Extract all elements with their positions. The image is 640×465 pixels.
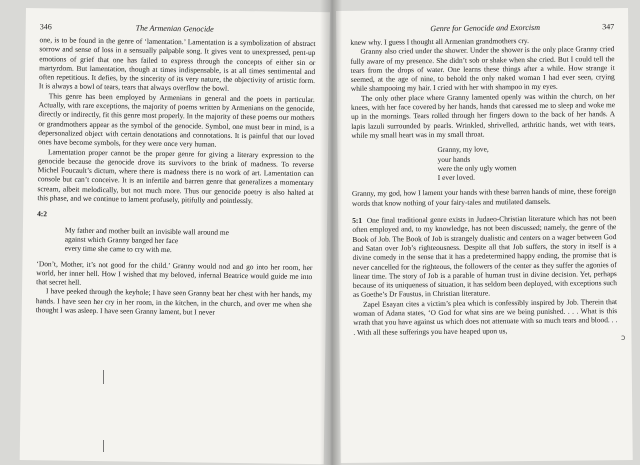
paragraph: This genre has been employed by Armenians in general and the poets in particular. Actually, with rare exceptions, the majority of poems written by Armenians on the genocide, directly or indirectly, fit this genre most properly. In the majority of these poems our mothers or grandmothers appear as the symbol of the genocide. Symbol, one must bear in mind, is a depersonalized object with certain denotations and connotations. It is painful that our loved ones have become symbols, for they were once very human. xyxy=(38,91,315,149)
paragraph: ‘Don’t, Mother, it’s not good for the child.’ Granny would nod and go into her room, her world, her inner hell. How I wished that my beloved, infernal Beatrice would guide me into that secret hell. xyxy=(36,258,313,287)
right-page-body xyxy=(336,35,631,337)
pencil-margin-tick xyxy=(103,440,104,452)
paragraph: The only other place where Granny lamented openly was within the church, on her knees, with her face covered by her hands, hands that caressed me to sleep and woke me up in the mornings. Tears rolled through her fingers down to the back of her hands. A lapis lazuli surrounded by pearls. Wrinkled, shrivelled, arthritic hands, wet with tears, while my small heart was in my small throat. xyxy=(350,90,616,140)
poem-line: were the only ugly women xyxy=(437,163,517,173)
section-heading: 5:1 xyxy=(352,215,363,225)
poem-line: every time she came to cry with me. xyxy=(64,243,172,255)
section-text: One final traditional genre exists in Judaeo-Christian literature which has not been often employed and, to my knowledge, has not been discussed; namely, the genre of the Book of Job. The Book of Job is strangely dualistic and centers on a wager between God and Satan over Job’s righteousness. Despite all that Job suffers, the story in itself is a divine comedy in the sense that it has a predetermined happy ending, the promise that is never cancelled for the righteous, the followers of the center as they suffer the agonies of linear time. The story of Job is a parable of human trust in divine decision. Yet, perhaps because of its uniqueness of situation, it has seldom been deployed, with exceptions such as Goethe’s Dr Faustus, in Christian literature. xyxy=(352,213,617,300)
paragraph: Zapel Esayan cites a victim’s plea which is confessibly inspired by Job. Therein that woman of Adana states, ‘O God for what sins are we being punished. . . . What is this wrath that you have against us which does not attenuate with so much tears and blood. . . . With all these sufferings you have heaped upon us, xyxy=(353,296,618,337)
poem-line: your hands xyxy=(437,154,471,164)
right-running-title: Genre for Genocide and Exorcism xyxy=(430,22,541,34)
book-gutter-shadow xyxy=(320,0,342,465)
poem-line: Granny, my love, xyxy=(437,144,489,155)
paragraph: one, is to be found in the genre of ‘lamentation.’ Lamentation is a symbolization of abstract sorrow and sense of loss in a sensually palpable song. It gives vent to unexpressed, pent-up emotions of grief that one has failed to express through the concepts of either sin or martyrdom. But lamentation, though at times indispensable, is at all times sentimental and often repetitious. It defies, by the sincerity of its very nature, the objectivity of artistic form. It is always a bowl of tears, tears that always overflow the bowl. xyxy=(38,35,316,94)
poem-line: I ever loved. xyxy=(437,172,475,183)
paragraph: knew why. I guess I thought all Armenian grandmothers cry. xyxy=(350,36,530,47)
pencil-margin-tick xyxy=(103,370,104,384)
left-page-body xyxy=(22,35,330,319)
section-paragraph xyxy=(352,213,617,299)
poem xyxy=(65,225,313,256)
left-page xyxy=(20,8,330,464)
left-running-head xyxy=(40,22,316,35)
pencil-margin-mark: ↄ xyxy=(621,333,626,342)
right-page-number: 347 xyxy=(602,22,615,32)
right-running-head xyxy=(350,22,614,34)
poem xyxy=(437,143,615,182)
paragraph: I have peeked through the keyhole; I have seen Granny beat her chest with her hands, my hands. I have seen her cry in her room, in the kitchen, in the church, and over me when she thought I was asleep. I have seen Granny lament, but I never xyxy=(35,286,313,317)
poem-line: against which Granny banged her face xyxy=(64,234,179,246)
right-page xyxy=(336,8,633,463)
section-heading: 4:2 xyxy=(37,209,48,219)
paragraph: Lamentation proper cannot be the proper genre for giving a literary expression to the genocide because the genocide drove its survivors to the brink of madness. To reverse Michel Foucault’s dictum, where there is madness there is no work of art. Lamentation can console but can’t conceive. It is an infertile and barren genre that generalizes a momentary scream, albeit melodically, but not much more. Thus our genocide poetry is also halted at this phase, and we continue to lament profusely, pitifully and pointlessly. xyxy=(37,146,315,206)
left-running-title: The Armenian Genocide xyxy=(135,23,214,34)
paragraph: Granny, my god, how I lament your hands with these barren hands of mine, these foreign words that know nothing of your fairy-tales and mutilated damsels. xyxy=(351,186,616,208)
poem-line: My father and mother built an invisible wall around me xyxy=(64,225,229,237)
left-page-number: 346 xyxy=(39,22,52,32)
paragraph: Granny also cried under the shower. Under the shower is the only place Granny cried fully aware of my presence. She didn’t sob or shake when she cried. But I could tell the tears from the drops of water. One learns these things after a while. How strange it seemed, at the age of nine, to behold the only naked woman I had ever seen, crying while shampooing my hair. I cried with her with shampoo in my eyes. xyxy=(350,44,615,94)
